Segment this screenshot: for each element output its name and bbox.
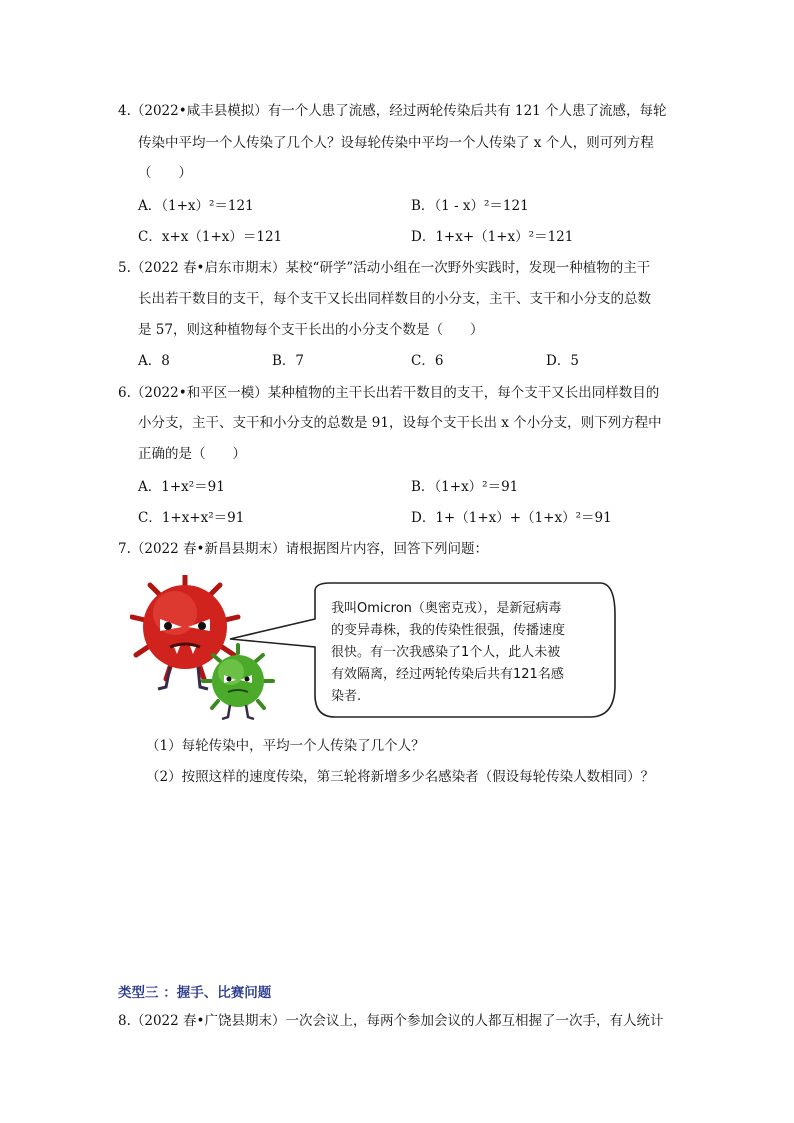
q6-option-d: D．1+（1+x）+（1+x）²＝91: [411, 510, 612, 526]
q5-option-c: C．6: [411, 353, 444, 369]
q4-option-b: B．（1 - x）²＝121: [411, 198, 529, 214]
q6-line-2: 小分支，主干、支干和小分支的总数是 91，设每个支干长出 x 个小分支，则下列方程中: [138, 415, 662, 431]
q4-option-d: D．1+x+（1+x）²＝121: [411, 229, 574, 245]
q6-option-a: A．1+x²＝91: [138, 479, 225, 495]
q5-option-b: B．7: [272, 353, 305, 369]
q8-line-1: 8.（2022 春•广饶县期末）一次会议上，每两个参加会议的人都互相握了一次手，有人统计: [118, 1013, 664, 1029]
q4-option-a: A．（1+x）²＝121: [138, 198, 254, 214]
q6-line-3: 正确的是（ ）: [138, 446, 246, 462]
q4-line-1: 4.（2022•咸丰县模拟）有一个人患了流感，经过两轮传染后共有 121 个人患了流感，每轮: [118, 103, 667, 119]
speech-bubble-text: [331, 598, 613, 708]
bubble-line-2: 的变异毒株，我的传染性很强，传播速度: [331, 623, 566, 638]
bubble-line-1: 我叫Omicron（奥密克戎），是新冠病毒: [331, 601, 562, 616]
green-virus-icon: [203, 645, 273, 719]
bubble-line-4: 有效隔离，经过两轮传染后共有121名感: [331, 667, 564, 682]
q6-option-c: C．1+x+x²＝91: [138, 510, 245, 526]
q7-subquestion-1: （1）每轮传染中，平均一个人传染了几个人？: [146, 738, 425, 754]
q7-subquestion-2: （2）按照这样的速度传染，第三轮将新增多少名感染者（假设每轮传染人数相同）？: [146, 769, 655, 785]
q6-option-b: B．（1+x）²＝91: [411, 479, 519, 495]
q4-line-2: 传染中平均一个人传染了几个人？设每轮传染中平均一个人传染了 x 个人，则可列方程: [138, 135, 654, 151]
q5-line-2: 长出若干数目的支干，每个支干又长出同样数目的小分支，主干、支干和小分支的总数: [138, 291, 651, 307]
q4-paren: （ ）: [138, 165, 192, 181]
section-heading: 类型三 ：握手、比赛问题: [118, 985, 272, 1001]
q5-line-1: 5.（2022 春•启东市期末）某校“研学”活动小组在一次野外实践时，发现一种植物的主干: [118, 260, 651, 276]
q5-option-a: A．8: [138, 353, 170, 369]
q5-option-d: D．5: [546, 353, 579, 369]
q5-line-3: 是 57，则这种植物每个支干长出的小分支个数是（ ）: [138, 322, 484, 338]
q6-line-1: 6.（2022•和平区一模）某种植物的主干长出若干数目的支干，每个支干又长出同样数目的: [118, 385, 660, 401]
bubble-line-5: 染者.: [331, 689, 362, 704]
q7-line-1: 7.（2022 春•新昌县期末）请根据图片内容，回答下列问题：: [118, 541, 488, 557]
bubble-line-3: 很快。有一次我感染了1个人，此人未被: [331, 645, 561, 660]
q4-option-c: C．x+x（1+x）＝121: [138, 229, 283, 245]
